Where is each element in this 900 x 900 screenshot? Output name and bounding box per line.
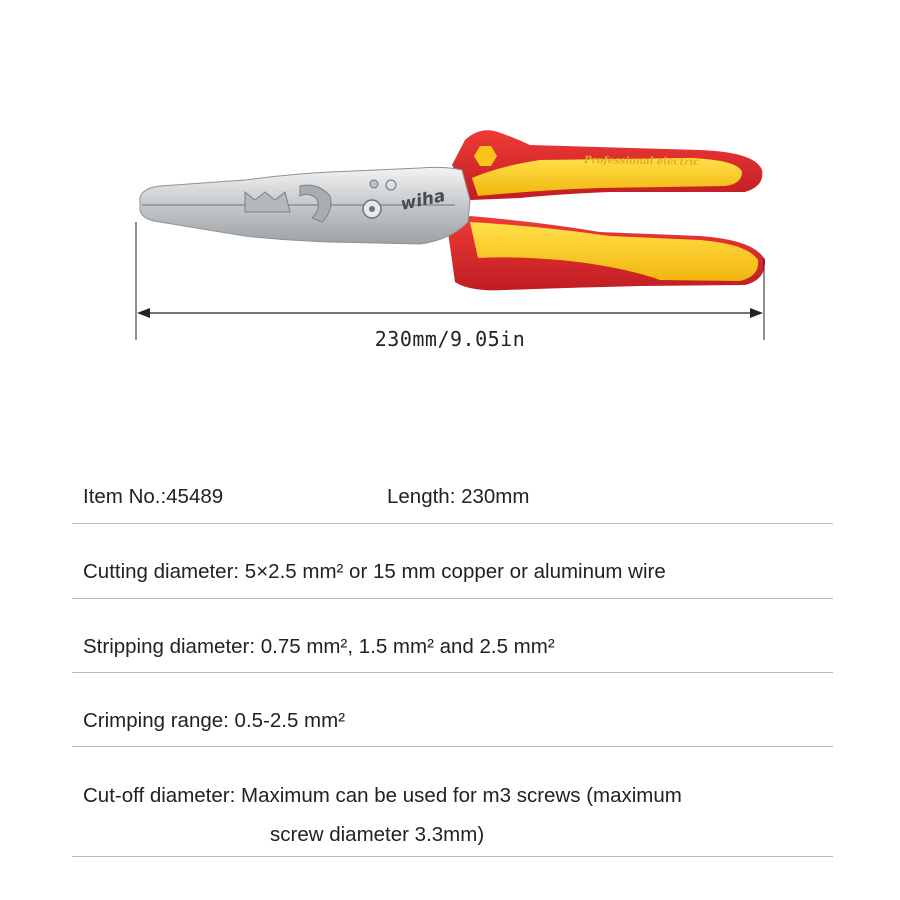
dimension-arrow-right [750,308,763,318]
crimping-range: Crimping range: 0.5-2.5 mm² [83,709,346,732]
spec-row-cutting [72,524,833,599]
brand-logo: wiha [398,185,448,215]
spec-row-crimping [72,673,833,747]
spec-row-cutoff [72,747,833,857]
cutoff-diameter-line2: screw diameter 3.3mm) [270,823,485,846]
item-number: Item No.:45489 [83,485,224,508]
cutoff-diameter-line1: Cut-off diameter: Maximum can be used for m3 screws (maximum [83,784,682,807]
small-screw-icon [370,180,378,188]
dimension-label: 230mm/9.05in [374,327,526,351]
handle-lettering: Professional electric [583,155,700,169]
spec-row-stripping [72,599,833,673]
spec-row-item [72,470,833,524]
cutting-diameter: Cutting diameter: 5×2.5 mm² or 15 mm copper or aluminum wire [83,560,666,583]
pivot-rivet-center [369,206,375,212]
spec-table [72,470,833,857]
length-value: Length: 230mm [387,485,530,508]
dimension-arrow-left [137,308,150,318]
pliers-illustration [0,0,900,380]
stripping-diameter: Stripping diameter: 0.75 mm², 1.5 mm² and 2.5 mm² [83,635,555,658]
product-figure [0,0,900,380]
